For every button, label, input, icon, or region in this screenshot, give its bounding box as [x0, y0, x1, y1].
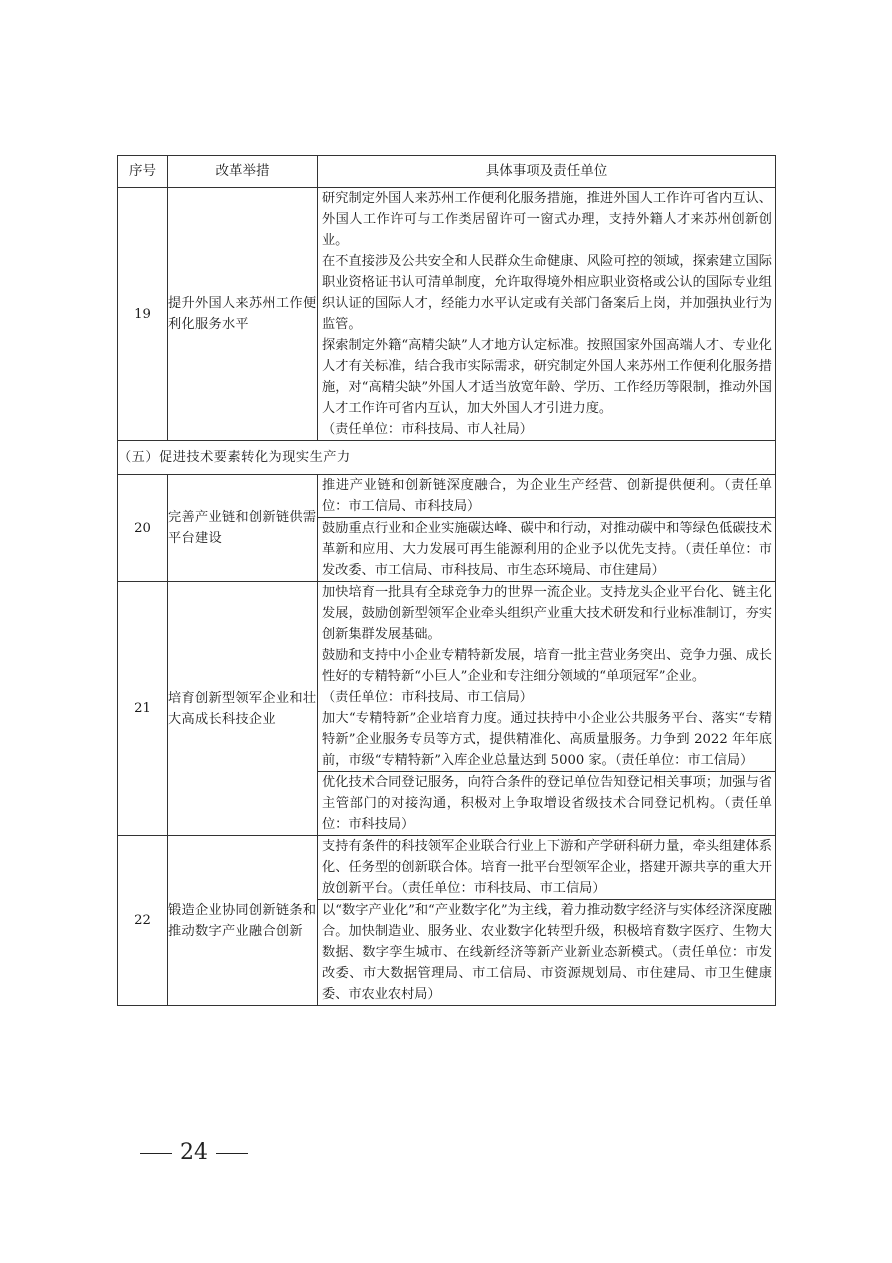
section-row	[118, 441, 776, 475]
header-measure: 改革举措	[168, 156, 318, 188]
detail-cell	[318, 836, 776, 1006]
header-number: 序号	[118, 156, 168, 188]
detail-paragraph: 鼓励重点行业和企业实施碳达峰、碳中和行动，对推动碳中和等绿色低碳技术革新和应用、大力发展可再生能源利用的企业予以优先支持。（责任单位：市发改委、市工信局、市科技局、市生态环境局、市住建局）	[322, 521, 772, 578]
reform-measure: 完善产业链和创新链供需平台建设	[168, 475, 318, 582]
row-number: 22	[118, 836, 168, 1006]
detail-cell	[318, 582, 776, 836]
detail-paragraph: 加快培育一批具有全球竞争力的世界一流企业。支持龙头企业平台化、链主化发展，鼓励创新型领军企业牵头组织产业重大技术研发和行业标准制订，夯实创新集群发展基础。	[322, 585, 772, 642]
detail-paragraph: 研究制定外国人来苏州工作便利化服务措施，推进外国人工作许可省内互认、外国人工作许可与工作类居留许可一窗式办理，支持外籍人才来苏州创新创业。	[322, 191, 772, 248]
table-row	[118, 582, 776, 836]
detail-block	[318, 475, 775, 517]
section-heading: （五）促进技术要素转化为现实生产力	[118, 441, 776, 475]
row-number: 19	[118, 188, 168, 441]
reform-measure: 锻造企业协同创新链条和推动数字产业融合创新	[168, 836, 318, 1006]
detail-paragraph: 加大“专精特新”企业培育力度。通过扶持中小企业公共服务平台、落实“专精特新”企业服务专员等方式，提供精准化、高质量服务。力争到 2022 年年底前，市级“专精特新”入库企业总量达到 5000 家。（责任单位：市工信局）	[322, 711, 772, 768]
detail-paragraph: 探索制定外籍“高精尖缺”人才地方认定标准。按照国家外国高端人才、专业化人才有关标准，结合我市实际需求，研究制定外国人来苏州工作便利化服务措施，对“高精尖缺”外国人才适当放宽年龄、学历、工作经历等限制，推动外国人才工作许可省内互认，加大外国人才引进力度。	[322, 338, 772, 416]
header-details: 具体事项及责任单位	[318, 156, 776, 188]
detail-paragraph: 在不直接涉及公共安全和人民群众生命健康、风险可控的领域，探索建立国际职业资格证书认可清单制度，允许取得境外相应职业资格或公认的国际专业组织认证的国际人才，经能力水平认定或有关部门备案后上岗，并加强执业行为监管。	[322, 254, 772, 332]
detail-paragraph: （责任单位：市科技局、市工信局）	[322, 690, 533, 705]
detail-paragraph: 以“数字产业化”和“产业数字化”为主线，着力推动数字经济与实体经济深度融合。加快制造业、服务业、农业数字化转型升级，积极培育数字医疗、生物大数据、数字孪生城市、在线新经济等新产业新业态新模式。（责任单位：市发改委、市大数据管理局、市工信局、市资源规划局、市住建局、市卫生健康委、市农业农村局）	[322, 903, 772, 1002]
page-number: 24	[180, 1140, 208, 1165]
table-header	[118, 156, 776, 188]
footer-dash-left	[140, 1153, 172, 1154]
detail-cell	[318, 188, 776, 441]
detail-paragraph: 鼓励和支持中小企业专精特新发展，培育一批主营业务突出、竞争力强、成长性好的专精特新“小巨人”企业和专注细分领域的“单项冠军”企业。	[322, 648, 772, 684]
footer-dash-right	[216, 1153, 248, 1154]
detail-paragraph: 优化技术合同登记服务，向符合条件的登记单位告知登记相关事项；加强与省主管部门的对接沟通，积极对上争取增设省级技术合同登记机构。（责任单位：市科技局）	[322, 775, 772, 832]
table-row	[118, 836, 776, 1006]
detail-cell	[318, 475, 776, 582]
detail-block	[318, 188, 775, 440]
table-body	[118, 188, 776, 1006]
row-number: 20	[118, 475, 168, 582]
reform-measures-table	[117, 155, 776, 1006]
detail-paragraph: 支持有条件的科技领军企业联合行业上下游和产学研科研力量，牵头组建体系化、任务型的创新联合体。培育一批平台型领军企业，搭建开源共享的重大开放创新平台。（责任单位：市科技局、市工信局）	[322, 839, 772, 896]
page-footer	[132, 1140, 256, 1165]
detail-paragraph: 推进产业链和创新链深度融合，为企业生产经营、创新提供便利。（责任单位：市工信局、市科技局）	[322, 478, 772, 514]
detail-block	[318, 582, 775, 771]
detail-block	[318, 836, 775, 899]
reform-measure: 提升外国人来苏州工作便利化服务水平	[168, 188, 318, 441]
detail-paragraph: （责任单位：市科技局、市人社局）	[322, 422, 533, 437]
row-number: 21	[118, 582, 168, 836]
detail-block	[318, 517, 775, 581]
table-row	[118, 475, 776, 582]
detail-block	[318, 899, 775, 1005]
detail-block	[318, 771, 775, 835]
reform-measure: 培育创新型领军企业和壮大高成长科技企业	[168, 582, 318, 836]
table-row	[118, 188, 776, 441]
